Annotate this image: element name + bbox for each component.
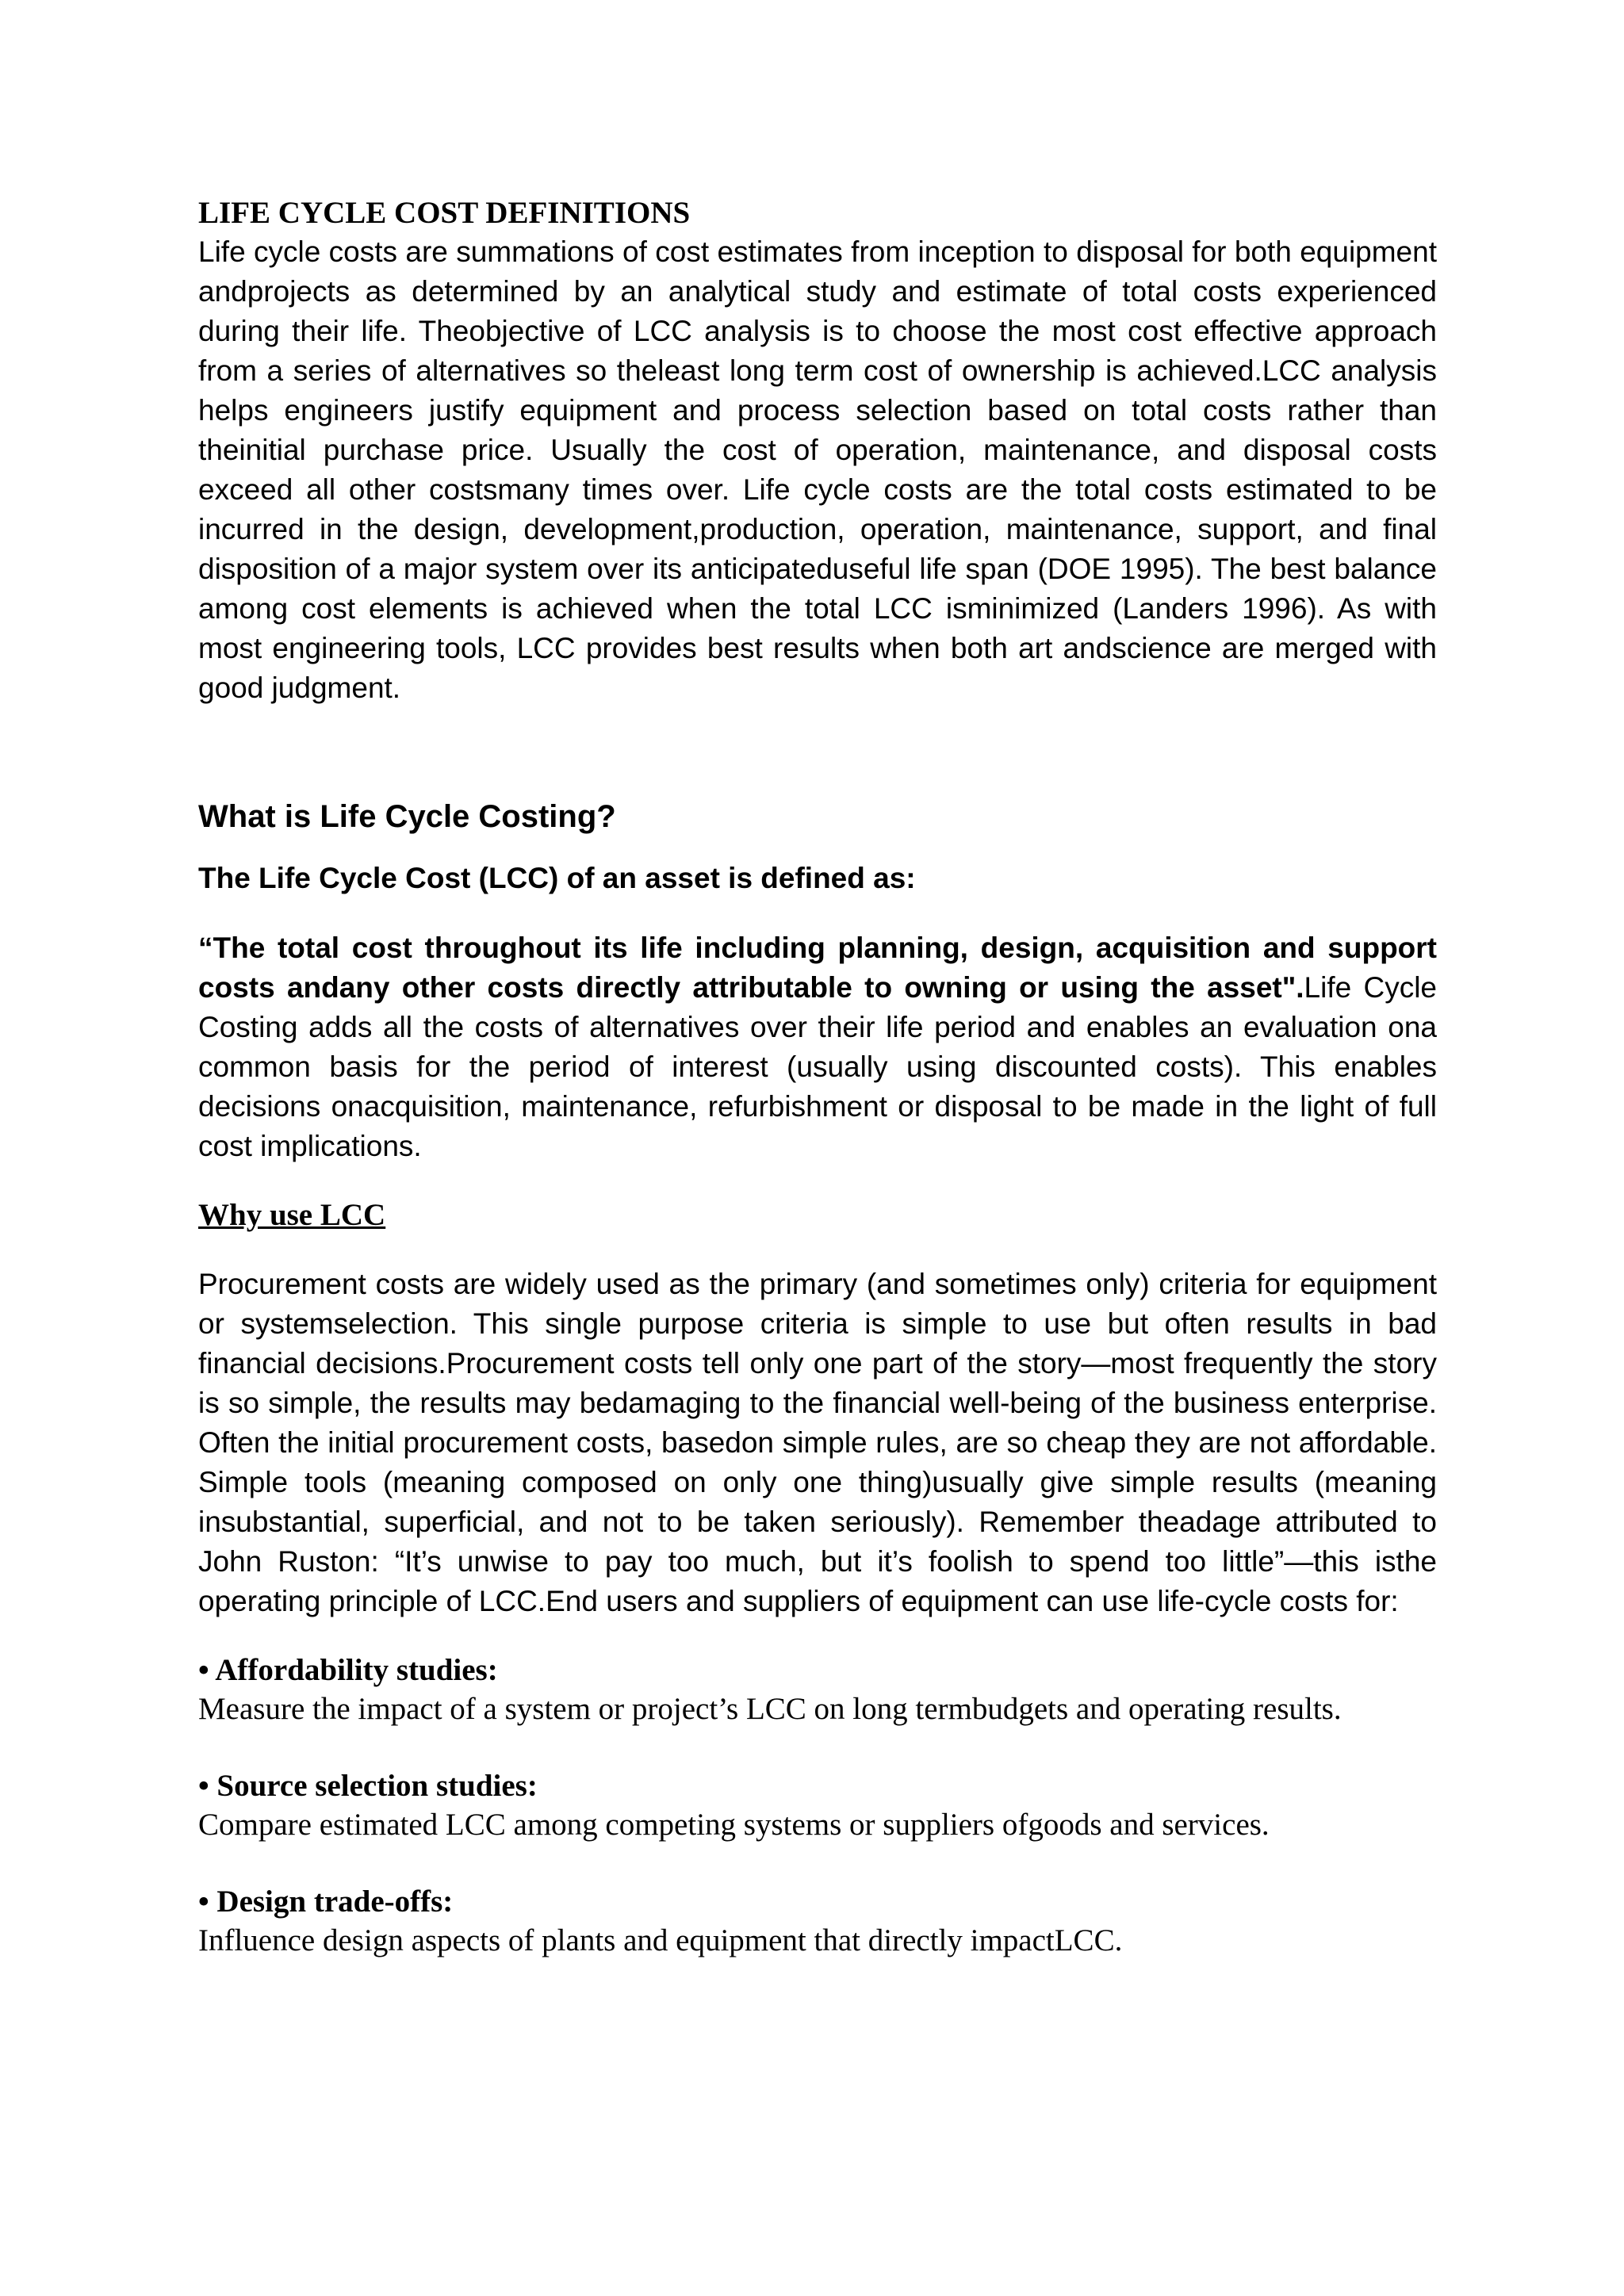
bullet-icon: • [198, 1885, 209, 1919]
bullet-heading-source-selection [198, 1767, 1437, 1805]
section-title-what-is-lcc: What is Life Cycle Costing? [198, 799, 616, 834]
bullet-source-selection [198, 1767, 1437, 1845]
bullet-heading-text: Affordability studies: [215, 1653, 498, 1687]
bullet-heading-design-tradeoffs [198, 1883, 1437, 1921]
quote-definition: “The total cost throughout its life including planning, design, acquisition and support costs andany other costs directly attributable to owning or using the asset". [198, 932, 1437, 1004]
bullet-affordability [198, 1651, 1437, 1729]
paragraph-why-use-lcc: Procurement costs are widely used as the primary (and sometimes only) criteria for equipment or systemselection. This single purpose criteria is simple to use but often results in bad financial decisions.Procurement costs tell only one part of the story—most frequently the story is so simple, the results may bedamaging to the financial well-being of the business enterprise. Often the initial procurement costs, basedon simple rules, are so cheap they are not affordable. Simple tools (meaning composed on only one thing)usually give simple results (meaning insubstantial, superficial, and not to be taken seriously). Remember theadage attributed to John Ruston: “It’s unwise to pay too much, but it’s foolish to spend too little”—this isthe operating principle of LCC.End users and suppliers of equipment can use life-cycle costs for: [198, 1268, 1437, 1617]
spacer [198, 898, 1437, 928]
document-page [198, 194, 1437, 1961]
spacer [198, 1845, 1437, 1883]
spacer [198, 1729, 1437, 1767]
quote-followup-text: Life Cycle Costing adds all the costs of alternatives over their life period and enables an evaluation ona common basis for the period of interest (usually using discounted costs). This enables decisions onacquisition, maintenance, refurbishment or disposal to be made in the light of full cost implications. [198, 971, 1438, 1162]
spacer [198, 1234, 1437, 1265]
bullet-design-tradeoffs [198, 1883, 1437, 1961]
paragraph-lcc-quote [198, 928, 1437, 1166]
subtitle-lcc-defined: The Life Cycle Cost (LCC) of an asset is defined as: [198, 862, 916, 894]
spacer [198, 1621, 1437, 1651]
bullet-text-source-selection: Compare estimated LCC among competing systems or suppliers ofgoods and services. [198, 1808, 1270, 1842]
bullet-text-affordability: Measure the impact of a system or project’s LCC on long termbudgets and operating results. [198, 1692, 1342, 1726]
section-title-why-use-lcc: Why use LCC [198, 1198, 386, 1232]
bullet-heading-text: Design trade-offs: [216, 1885, 454, 1919]
paragraph-lcc-definitions: Life cycle costs are summations of cost estimates from inception to disposal for both equipment andprojects as determined by an analytical study and estimate of total costs experienced during their life. Theobjective of LCC analysis is to choose the most cost effective approach from a series of alternatives so theleast long term cost of ownership is achieved.LCC analysis helps engineers justify equipment and process selection based on total costs rather than theinitial purchase price. Usually the cost of operation, maintenance, and disposal costs exceed all other costsmany times over. Life cycle costs are the total costs estimated to be incurred in the design, development,production, operation, maintenance, support, and final disposition of a major system over its anticipateduseful life span (DOE 1995). The best balance among cost elements is achieved when the total LCC isminimized (Landers 1996). As with most engineering tools, LCC provides best results when both art andscience are merged with good judgment. [198, 235, 1437, 704]
spacer [198, 836, 1437, 859]
bullet-icon: • [198, 1769, 209, 1803]
bullet-heading-text: Source selection studies: [216, 1769, 538, 1803]
bullet-heading-affordability [198, 1651, 1437, 1689]
bullet-text-design-tradeoffs: Influence design aspects of plants and equipment that directly impactLCC. [198, 1923, 1123, 1957]
section-title-lcc-definitions: LIFE CYCLE COST DEFINITIONS [198, 196, 691, 230]
spacer [198, 1166, 1437, 1196]
spacer [198, 708, 1437, 797]
bullet-icon: • [198, 1653, 209, 1687]
